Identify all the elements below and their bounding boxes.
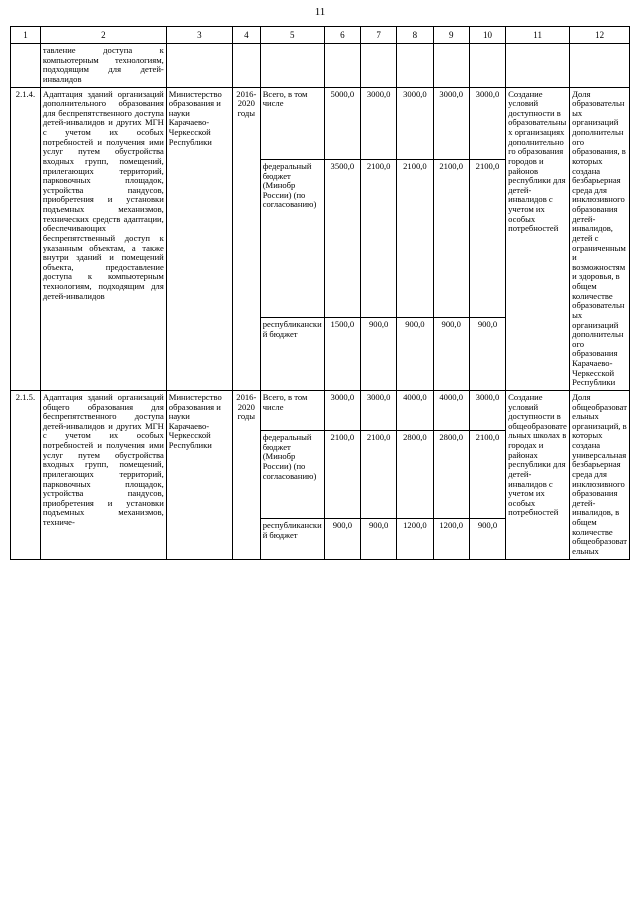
value-cell: 2800,0 [433,431,469,519]
column-header-4: 4 [232,27,260,44]
value-cell: 900,0 [324,519,360,559]
value-cell: 900,0 [397,318,433,390]
column-header-10: 10 [469,27,505,44]
value-cell: 3000,0 [361,87,397,159]
page-number: 11 [314,6,326,18]
value-cell: 3500,0 [324,159,360,318]
value-cell: 3000,0 [469,87,505,159]
indicator-cell: Доля образовательных организаций дополнительного образования, в которых создана безбарьерная среда для инклюзивного образования детей-инвалидов, детей с ограниченными возможностями здоровья, в общем количестве образовательных организаций дополнительного образования Карачаево-Черкесской Республики [570,87,630,390]
source-label: Всего, в том числе [260,390,324,430]
continuation-text: тавление доступа к компьютерным технологиям, подходящим для детей-инвалидов [40,44,166,88]
result-cell: Создание условий доступности в образовательных организациях дополнительного образования городов и районов республики для детей-инвалидов с учетом их особых потребностей [506,87,570,390]
activity-cell: Адаптация зданий организаций общего образования для беспрепятственного доступа детей-инвалидов и других МГН с учетом их особых потребностей и получения ими услуг путем обустройства входных групп, помещений, прилегающих территорий, парковочных площадок, устройства пандусов, приобретения и установки подъемных механизмов, техниче- [40,390,166,559]
column-header-5: 5 [260,27,324,44]
executor-cell: Министерство образования и науки Карачаево-Черкесской Республики [166,390,232,559]
column-header-6: 6 [324,27,360,44]
row-number: 2.1.4. [11,87,41,390]
result-cell: Создание условий доступности в общеобразовательных школах в городах и районах республики для детей-инвалидов с учетом их особых потребностей [506,390,570,559]
value-cell: 900,0 [361,318,397,390]
column-header-8: 8 [397,27,433,44]
value-cell: 2100,0 [469,431,505,519]
activity-cell: Адаптация зданий организаций дополнительного образования для беспрепятственного доступа детей-инвалидов и других МГН с учетом их особых потребностей и получения ими услуг путем обустройства входных групп, помещений, прилегающих территорий, парковочных площадок, устройства пандусов, приобретения и установки подъемных механизмов, технических средств адаптации, обеспечивающих беспрепятственный доступ к указанным объектам, а также внутри зданий и помещений объекта, предоставление доступа к компьютерным технологиям, подходящим для детей-инвалидов [40,87,166,390]
executor-cell: Министерство образования и науки Карачаево-Черкесской Республики [166,87,232,390]
value-cell: 2100,0 [324,431,360,519]
column-header-7: 7 [361,27,397,44]
column-header-3: 3 [166,27,232,44]
years-cell: 2016-2020 годы [232,390,260,559]
continuation-row [11,44,630,88]
row-number: 2.1.5. [11,390,41,559]
value-cell: 2100,0 [361,159,397,318]
table-row [11,390,630,430]
source-label: Всего, в том числе [260,87,324,159]
source-label: республиканский бюджет [260,318,324,390]
source-label: федеральный бюджет (Минобр России) (по согласованию) [260,159,324,318]
column-header-11: 11 [506,27,570,44]
indicator-cell: Доля общеобразовательных организаций, в которых создана универсальная безбарьерная среда для инклюзивного образования детей-инвалидов, в общем количестве общеобразовательных [570,390,630,559]
value-cell: 2100,0 [397,159,433,318]
value-cell: 2100,0 [361,431,397,519]
column-header-2: 2 [40,27,166,44]
value-cell: 2100,0 [469,159,505,318]
program-table [10,26,630,560]
table-row [11,87,630,159]
value-cell: 900,0 [361,519,397,559]
value-cell: 1200,0 [397,519,433,559]
column-number-row [11,27,630,44]
value-cell: 4000,0 [433,390,469,430]
value-cell: 3000,0 [397,87,433,159]
value-cell: 1500,0 [324,318,360,390]
years-cell: 2016-2020 годы [232,87,260,390]
source-label: республиканский бюджет [260,519,324,559]
column-header-12: 12 [570,27,630,44]
value-cell: 3000,0 [361,390,397,430]
value-cell: 2100,0 [433,159,469,318]
value-cell: 900,0 [433,318,469,390]
value-cell: 900,0 [469,318,505,390]
value-cell: 3000,0 [433,87,469,159]
value-cell: 3000,0 [324,390,360,430]
value-cell: 900,0 [469,519,505,559]
source-label: федеральный бюджет (Минобр России) (по согласованию) [260,431,324,519]
column-header-1: 1 [11,27,41,44]
value-cell: 2800,0 [397,431,433,519]
value-cell: 5000,0 [324,87,360,159]
column-header-9: 9 [433,27,469,44]
value-cell: 1200,0 [433,519,469,559]
value-cell: 3000,0 [469,390,505,430]
value-cell: 4000,0 [397,390,433,430]
